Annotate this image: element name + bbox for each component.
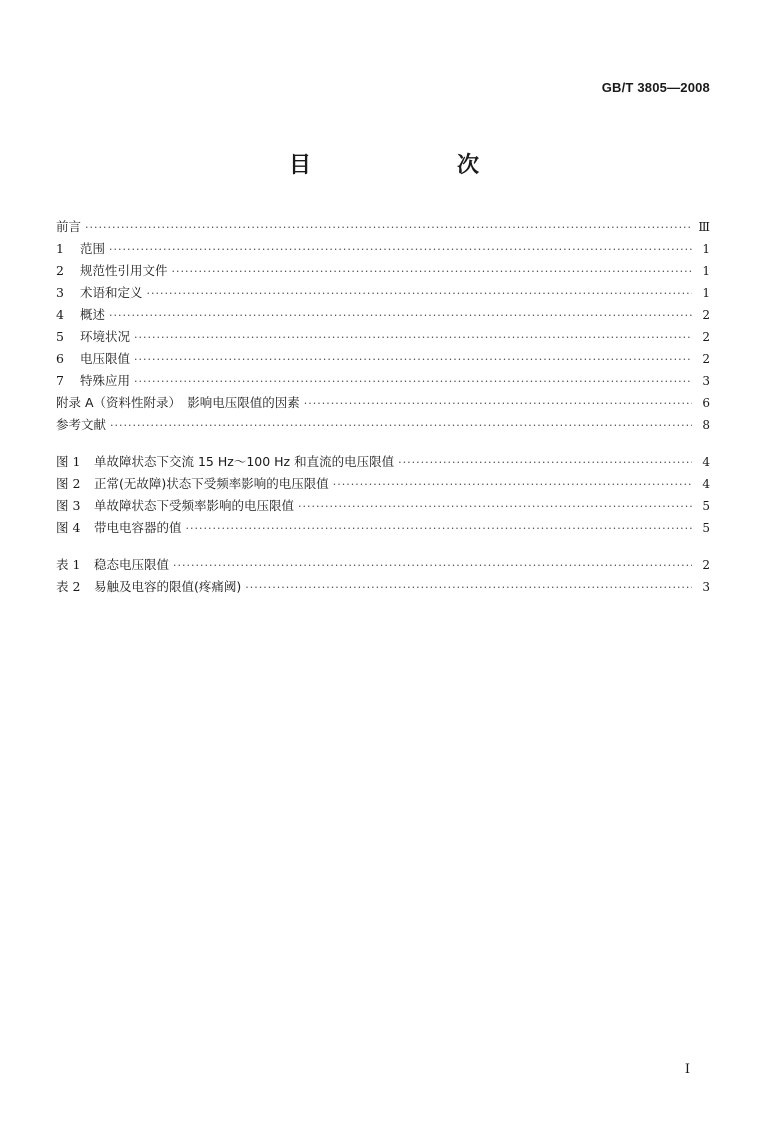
toc-leader <box>134 371 692 393</box>
toc-entry-page: 2 <box>702 352 710 366</box>
toc-leader <box>109 305 692 327</box>
toc-entry-page: 4 <box>702 455 710 469</box>
toc-entry-number: 图 2 <box>56 476 81 491</box>
toc-leader <box>109 239 692 261</box>
toc-entry-page: 8 <box>702 418 710 432</box>
toc-entry-figure-2[interactable] <box>56 473 710 495</box>
toc-entry-label: 稳态电压限值 <box>94 557 170 572</box>
toc-entry-number: 表 2 <box>56 579 81 594</box>
toc-entry-page: 3 <box>702 374 710 388</box>
toc-entry-page: Ⅲ <box>698 220 710 234</box>
page-title: 目 次 <box>288 153 513 178</box>
toc-entry-label: 范围 <box>80 241 106 256</box>
toc-chapters <box>56 216 710 436</box>
toc-leader <box>304 393 692 415</box>
toc-leader <box>172 261 692 283</box>
toc-entry-environment[interactable] <box>56 326 710 348</box>
toc-leader <box>245 577 692 599</box>
toc-figures <box>56 451 710 539</box>
toc-tables <box>56 554 710 598</box>
toc-entry-number: 图 1 <box>56 454 81 469</box>
toc-entry-page: 5 <box>702 521 710 535</box>
toc-entry-number: 1 <box>56 241 64 256</box>
toc-entry-label: 正常(无故障)状态下受频率影响的电压限值 <box>94 476 329 491</box>
toc-entry-number: 6 <box>56 351 64 366</box>
toc-entry-label: 易触及电容的限值(疼痛阈) <box>94 579 242 594</box>
toc-entry-annex-a[interactable] <box>56 392 710 414</box>
toc-entry-label: 术语和定义 <box>80 285 143 300</box>
toc-entry-label: 附录 A（资料性附录） 影响电压限值的因素 <box>56 395 300 410</box>
toc-entry-label: 规范性引用文件 <box>80 263 168 278</box>
toc-entry-number: 图 4 <box>56 520 81 535</box>
toc-entry-number: 2 <box>56 263 64 278</box>
toc-entry-special-applications[interactable] <box>56 370 710 392</box>
toc-entry-page: 1 <box>702 264 710 278</box>
toc-entry-normative-references[interactable] <box>56 260 710 282</box>
toc-entry-label: 前言 <box>56 219 82 234</box>
toc-entry-label: 参考文献 <box>56 417 107 432</box>
toc-entry-figure-3[interactable] <box>56 495 710 517</box>
toc-entry-overview[interactable] <box>56 304 710 326</box>
toc-leader <box>85 217 692 239</box>
toc-entry-number: 7 <box>56 373 64 388</box>
toc-entry-label: 环境状况 <box>80 329 131 344</box>
toc-leader <box>134 327 692 349</box>
toc-leader <box>186 518 692 540</box>
toc-entry-scope[interactable] <box>56 238 710 260</box>
toc-leader <box>398 452 692 474</box>
toc-entry-table-2[interactable] <box>56 576 710 598</box>
toc-entry-label: 特殊应用 <box>80 373 131 388</box>
toc-entry-page: 1 <box>702 286 710 300</box>
toc-leader <box>333 474 692 496</box>
toc-entry-table-1[interactable] <box>56 554 710 576</box>
toc-entry-page: 2 <box>702 558 710 572</box>
toc-entry-figure-4[interactable] <box>56 517 710 539</box>
toc-entry-bibliography[interactable] <box>56 414 710 436</box>
toc-entry-preface[interactable] <box>56 216 710 238</box>
toc-entry-label: 电压限值 <box>80 351 131 366</box>
toc-entry-number: 表 1 <box>56 557 81 572</box>
page-number: I <box>684 1062 690 1077</box>
table-of-contents <box>56 216 710 598</box>
toc-entry-page: 4 <box>702 477 710 491</box>
toc-entry-voltage-limits[interactable] <box>56 348 710 370</box>
toc-leader <box>173 555 692 577</box>
toc-entry-label: 带电电容器的值 <box>94 520 182 535</box>
toc-entry-page: 5 <box>702 499 710 513</box>
toc-entry-number: 3 <box>56 285 64 300</box>
toc-entry-number: 5 <box>56 329 64 344</box>
toc-entry-page: 3 <box>702 580 710 594</box>
standard-code: GB/T 3805—2008 <box>601 80 710 95</box>
toc-entry-figure-1[interactable] <box>56 451 710 473</box>
toc-entry-page: 2 <box>702 308 710 322</box>
toc-entry-label: 单故障状态下受频率影响的电压限值 <box>94 498 295 513</box>
toc-leader <box>147 283 692 305</box>
toc-entry-number: 图 3 <box>56 498 81 513</box>
toc-leader <box>110 415 692 437</box>
toc-leader <box>134 349 692 371</box>
toc-entry-label: 概述 <box>80 307 106 322</box>
toc-entry-terms[interactable] <box>56 282 710 304</box>
toc-entry-page: 1 <box>702 242 710 256</box>
toc-entry-page: 6 <box>702 396 710 410</box>
toc-entry-page: 2 <box>702 330 710 344</box>
toc-entry-number: 4 <box>56 307 64 322</box>
toc-entry-label: 单故障状态下交流 15 Hz～100 Hz 和直流的电压限值 <box>94 454 395 469</box>
toc-leader <box>298 496 692 518</box>
